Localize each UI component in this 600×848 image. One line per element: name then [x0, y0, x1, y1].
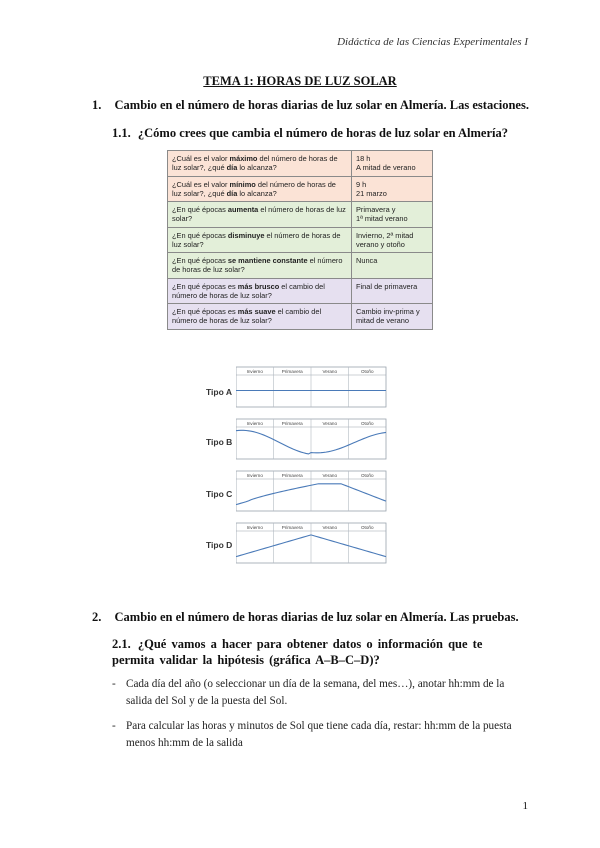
bullet-text-2: Para calcular las horas y minutos de Sol que tiene cada día, restar: hh:mm de la puesta menos hh:mm de la salida [126, 720, 512, 749]
question-cell: ¿En qué épocas se mantiene constante el número de horas de luz solar? [168, 253, 352, 279]
table-row [168, 227, 433, 253]
answer-cell: Cambio inv-prima y mitad de verano [352, 304, 433, 330]
season-tick-label: Invierno [246, 421, 263, 426]
question-cell: ¿Cuál es el valor máximo del número de horas de luz solar?, ¿qué día lo alcanza? [168, 151, 352, 177]
answer-cell: Nunca [352, 253, 433, 279]
chart-label-a: Tipo A [206, 387, 232, 397]
chart-label-d: Tipo D [206, 540, 233, 550]
running-header: Didáctica de las Ciencias Experimentales I [337, 36, 528, 48]
season-tick-label: Otoño [360, 369, 374, 374]
table-row [168, 176, 433, 202]
section-1-heading [92, 98, 529, 113]
answer-cell: Primavera y 1ª mitad verano [352, 202, 433, 228]
subsection-2-1-number: 2.1. [112, 637, 131, 651]
section-2-number: 2. [92, 610, 102, 624]
question-cell: ¿En qué épocas disminuye el número de horas de luz solar? [168, 227, 352, 253]
season-tick-label: Primavera [281, 525, 303, 530]
questions-table [167, 150, 433, 330]
table-row [168, 278, 433, 304]
season-tick-label: Otoño [360, 421, 374, 426]
section-1-number: 1. [92, 98, 102, 112]
page-number: 1 [522, 800, 528, 812]
section-2-text: Cambio en el número de horas diarias de luz solar en Almería. Las pruebas. [114, 610, 519, 624]
subsection-1-1-number: 1.1. [112, 126, 131, 140]
table-row [168, 151, 433, 177]
subsection-2-1-heading [112, 636, 528, 668]
season-tick-label: Invierno [246, 369, 263, 374]
season-tick-label: Invierno [246, 473, 263, 478]
answer-cell: 9 h 21 marzo [352, 176, 433, 202]
bullet-text-1: Cada día del año (o seleccionar un día de la semana, del mes…), anotar hh:mm de la salida del Sol y de la puesta del Sol. [126, 678, 505, 707]
bullet-item: - Para calcular las horas y minutos de Sol que tiene cada día, restar: hh:mm de la puesta menos hh:mm de la salida [112, 720, 512, 749]
chart-panel [236, 523, 386, 563]
table-row [168, 202, 433, 228]
season-tick-label: Otoño [360, 525, 374, 530]
season-tick-label: Primavera [281, 473, 303, 478]
chart-label-c: Tipo C [206, 489, 233, 499]
question-cell: ¿En qué épocas es más suave el cambio del número de horas de luz solar? [168, 304, 352, 330]
daylight-charts [236, 365, 396, 575]
season-tick-label: Verano [322, 473, 338, 478]
season-tick-label: Invierno [246, 525, 263, 530]
season-tick-label: Primavera [281, 421, 303, 426]
question-cell: ¿Cuál es el valor mínimo del número de horas de luz solar?, ¿qué día lo alcanza? [168, 176, 352, 202]
question-cell: ¿En qué épocas es más brusco el cambio del número de horas de luz solar? [168, 278, 352, 304]
season-tick-label: Verano [322, 421, 338, 426]
season-tick-label: Otoño [360, 473, 374, 478]
table-row [168, 304, 433, 330]
bullet-item: - Cada día del año (o seleccionar un día de la semana, del mes…), anotar hh:mm de la salida del Sol y de la puesta del Sol. [112, 678, 505, 707]
subsection-1-1-text: ¿Cómo crees que cambia el número de horas de luz solar en Almería? [137, 126, 508, 140]
answer-cell: 18 h A mitad de verano [352, 151, 433, 177]
question-cell: ¿En qué épocas aumenta el número de horas de luz solar? [168, 202, 352, 228]
season-tick-label: Verano [322, 525, 338, 530]
chart-label-b: Tipo B [206, 437, 233, 447]
section-2-heading [92, 610, 519, 625]
chart-panel [236, 367, 386, 407]
subsection-2-1-text: ¿Qué vamos a hacer para obtener datos o información que te permita validar la hipótesis (gráfica A–B–C–D)? [112, 637, 483, 667]
answer-cell: Final de primavera [352, 278, 433, 304]
season-tick-label: Primavera [281, 369, 303, 374]
subsection-1-1-heading [112, 126, 508, 141]
chart-panel [236, 471, 386, 511]
table-row [168, 253, 433, 279]
answer-cell: Invierno, 2ª mitad verano y otoño [352, 227, 433, 253]
page-title: TEMA 1: HORAS DE LUZ SOLAR [203, 74, 397, 88]
section-1-text: Cambio en el número de horas diarias de luz solar en Almería. Las estaciones. [114, 98, 529, 112]
chart-panel [236, 419, 386, 459]
season-tick-label: Verano [322, 369, 338, 374]
